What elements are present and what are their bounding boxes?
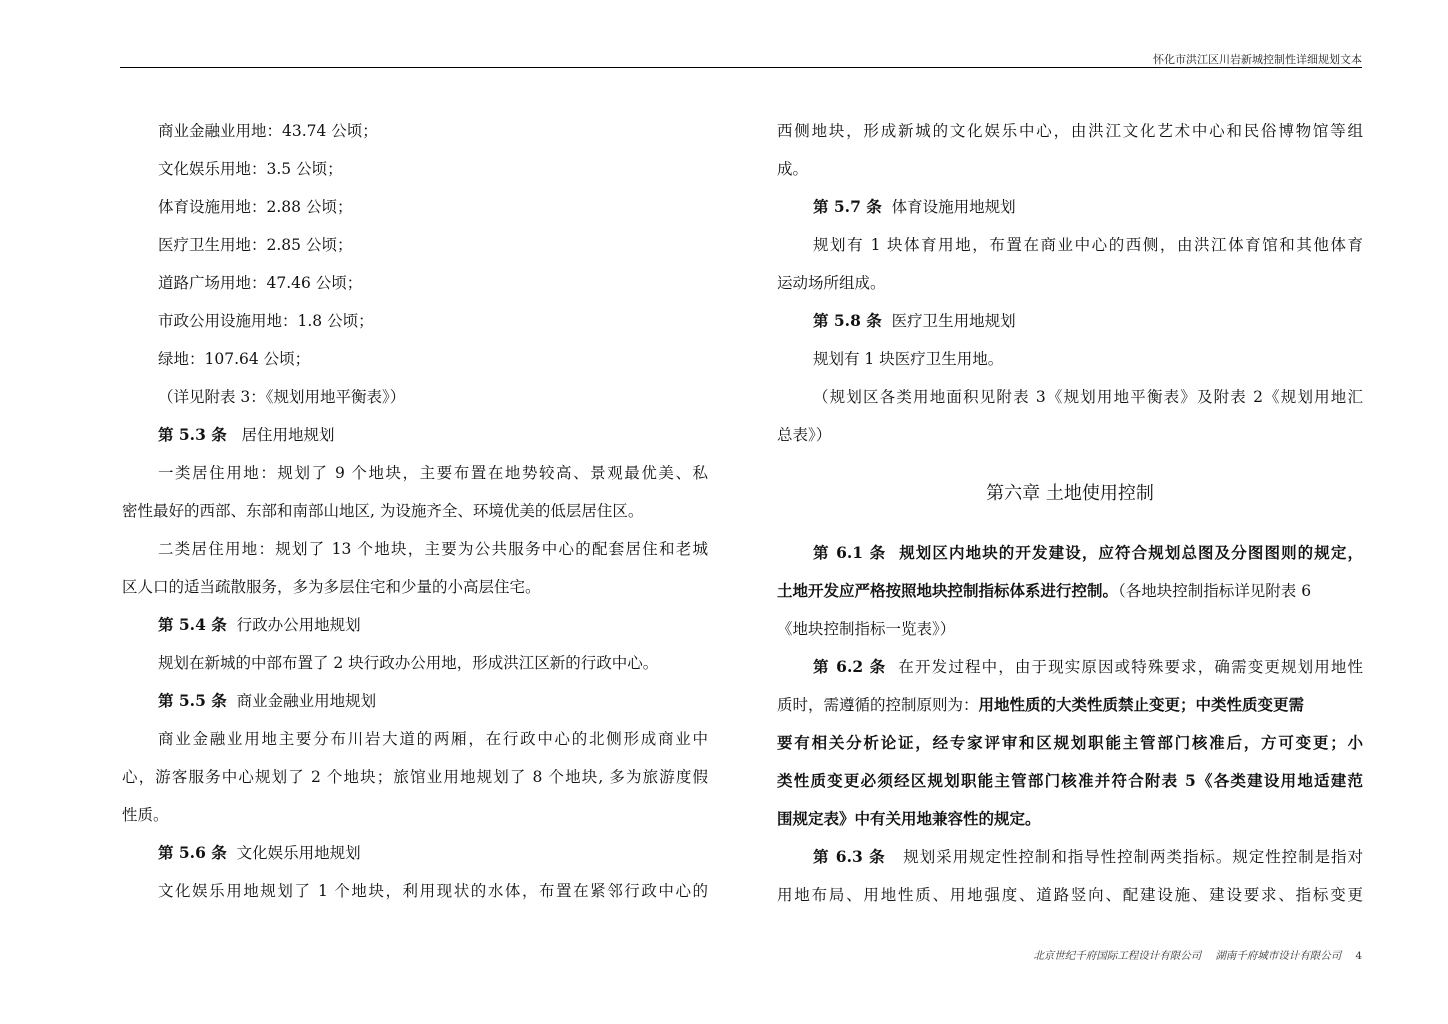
chapter-title: 第六章 土地使用控制 (986, 483, 1154, 504)
normal-text: 规划采用规定性控制和指导性控制两类指标。规定性控制是指对 (903, 848, 1363, 866)
article-title: 居住用地规划 (241, 426, 335, 444)
land-item-culture: 文化娱乐用地：3.5 公顷； (158, 160, 343, 178)
land-item-medical: 医疗卫生用地：2.85 公顷； (158, 236, 353, 254)
paragraph-line: 类性质变更必须经区规划职能主管部门核准并符合附表 5《各类建设用地适建范 (777, 771, 1363, 790)
article-label: 第 5.3 条 (158, 425, 227, 444)
appendix-note: （详见附表 3：《规划用地平衡表》） (158, 388, 406, 406)
article-6-2-line (777, 648, 1363, 686)
article-title: 行政办公用地规划 (236, 616, 361, 634)
header-rule (120, 67, 1362, 68)
paragraph-line: 用地布局、用地性质、用地强度、道路竖向、配建设施、建设要求、指标变更 (777, 886, 1363, 904)
paragraph-line: 规划有 1 块医疗卫生用地。 (813, 350, 1004, 368)
paragraph-line: 成。 (777, 160, 809, 178)
paragraph-line: 总表》） (777, 426, 832, 444)
land-item-commercial: 商业金融业用地：43.74 公顷； (158, 122, 378, 140)
article-5-8-heading (777, 302, 1363, 340)
article-5-4-heading (122, 606, 708, 644)
bold-text: 土地开发应严格按照地块控制指标体系进行控制。 (777, 581, 1119, 600)
footer-company-2: 湖南千府城市设计有限公司 (1215, 950, 1342, 962)
paragraph-line: 文化娱乐用地规划了 1 个地块，利用现状的水体，布置在紧邻行政中心的 (158, 882, 708, 900)
article-6-1-line (777, 534, 1363, 572)
page-number: 4 (1355, 950, 1362, 962)
normal-text: 质时，需遵循的控制原则为： (777, 696, 979, 714)
land-item-sports: 体育设施用地：2.88 公顷； (158, 198, 353, 216)
land-item-utilities: 市政公用设施用地：1.8 公顷； (158, 312, 374, 330)
article-label: 第 5.6 条 (158, 843, 227, 862)
header-title: 怀化市洪江区川岩新城控制性详细规划文本 (1153, 53, 1362, 66)
article-label: 第 5.5 条 (158, 691, 227, 710)
article-label: 第 6.2 条 (813, 657, 887, 676)
article-label: 第 5.7 条 (813, 197, 882, 216)
paragraph-line: 西侧地块，形成新城的文化娱乐中心，由洪江文化艺术中心和民俗博物馆等组 (777, 122, 1363, 140)
left-column (122, 112, 708, 910)
article-title: 文化娱乐用地规划 (236, 844, 361, 862)
article-title: 体育设施用地规划 (891, 198, 1016, 216)
article-5-3-heading (122, 416, 708, 454)
paragraph-line: 二类居住用地：规划了 13 个地块，主要为公共服务中心的配套居住和老城 (158, 540, 708, 558)
paragraph-line: 性质。 (122, 806, 169, 824)
paragraph-line: （规划区各类用地面积见附表 3《规划用地平衡表》及附表 2《规划用地汇 (813, 388, 1363, 406)
paragraph-line: 围规定表》中有关用地兼容性的规定。 (777, 809, 1041, 828)
article-label: 第 5.4 条 (158, 615, 227, 634)
paragraph-line: 密性最好的西部、东部和南部山地区, 为设施齐全、环境优美的低层居住区。 (122, 502, 644, 520)
paragraph-line: 心，游客服务中心规划了 2 个地块；旅馆业用地规划了 8 个地块, 多为旅游度假 (122, 768, 708, 786)
paragraph-line: 区人口的适当疏散服务，多为多层住宅和少量的小高层住宅。 (122, 578, 541, 596)
article-title: 医疗卫生用地规划 (891, 312, 1016, 330)
normal-text: （各地块控制指标详见附表 6 (1118, 582, 1312, 600)
land-item-roads: 道路广场用地：47.46 公顷； (158, 274, 363, 292)
land-item-green: 绿地：107.64 公顷； (158, 350, 311, 368)
article-label: 第 6.1 条 (813, 543, 887, 562)
bold-text: 规划区内地块的开发建设，应符合规划总图及分图图则的规定， (899, 543, 1363, 562)
paragraph-line: 商业金融业用地主要分布川岩大道的两厢，在行政中心的北侧形成商业中 (158, 730, 708, 748)
article-6-3-line (777, 838, 1363, 876)
right-column (777, 112, 1363, 914)
article-label: 第 6.3 条 (813, 847, 886, 866)
paragraph-line: 一类居住用地：规划了 9 个地块，主要布置在地势较高、景观最优美、私 (158, 464, 708, 482)
article-5-6-heading (122, 834, 708, 872)
article-title: 商业金融业用地规划 (236, 692, 377, 710)
bold-text: 用地性质的大类性质禁止变更；中类性质变更需 (978, 695, 1305, 714)
paragraph-line: 运动场所组成。 (777, 274, 886, 292)
article-label: 第 5.8 条 (813, 311, 882, 330)
article-5-7-heading (777, 188, 1363, 226)
paragraph-line: 规划在新城的中部布置了 2 块行政办公用地，形成洪江区新的行政中心。 (158, 654, 659, 672)
paragraph-line: 《地块控制指标一览表》） (777, 620, 956, 638)
footer (1033, 948, 1362, 963)
paragraph-line: 规划有 1 块体育用地，布置在商业中心的西侧，由洪江体育馆和其他体育 (813, 236, 1363, 254)
normal-text: 在开发过程中，由于现实原因或特殊要求，确需变更规划用地性 (898, 658, 1363, 676)
paragraph-line: 要有相关分析论证，经专家评审和区规划职能主管部门核准后，方可变更；小 (777, 733, 1363, 752)
article-5-5-heading (122, 682, 708, 720)
paragraph-line (777, 572, 1363, 610)
paragraph-line (777, 686, 1363, 724)
footer-company-1: 北京世纪千府国际工程设计有限公司 (1033, 950, 1202, 962)
